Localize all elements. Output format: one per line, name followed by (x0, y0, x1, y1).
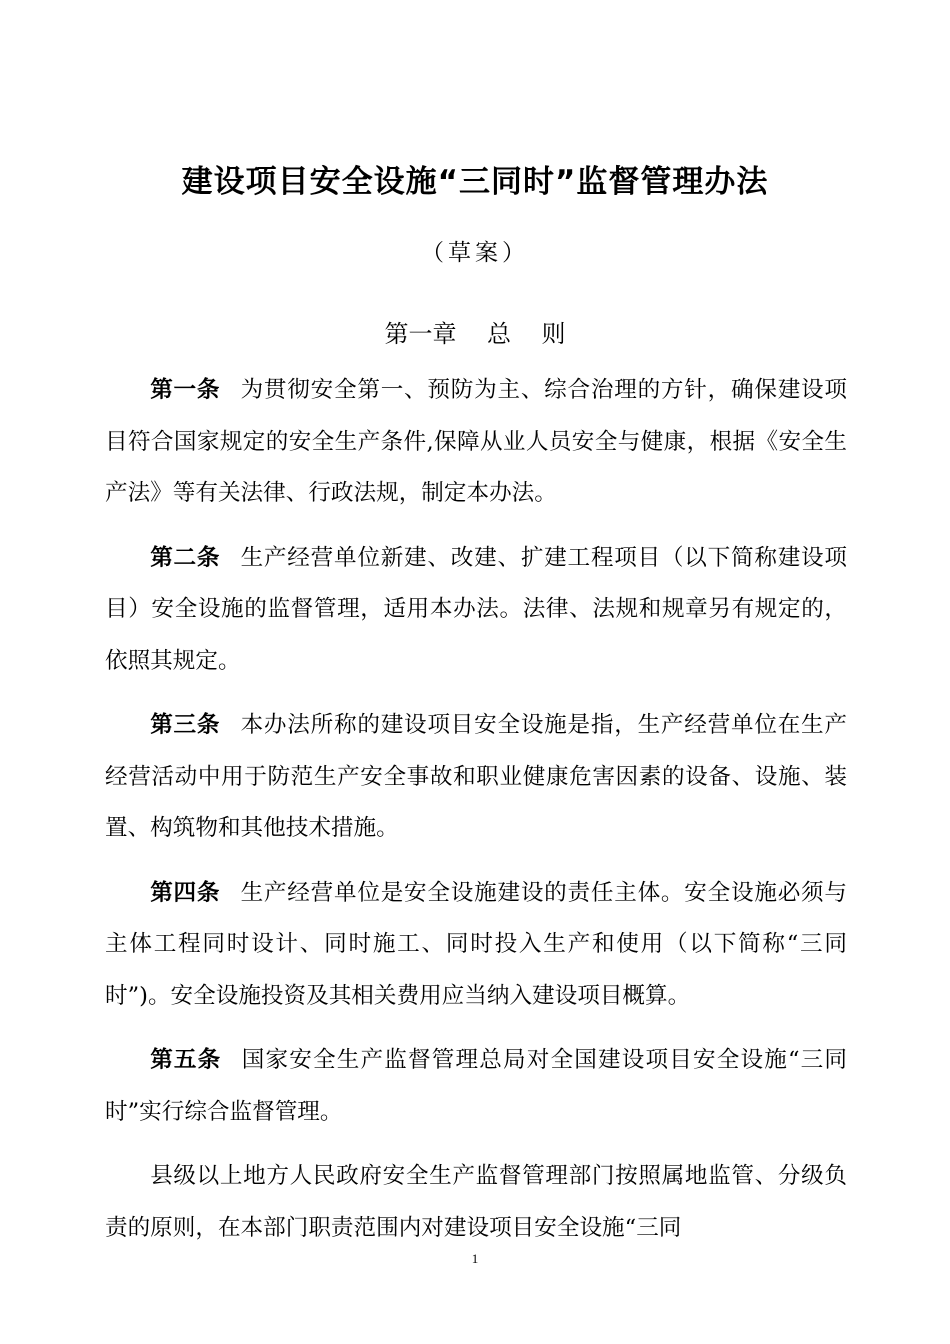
article-text: 生产经营单位新建、改建、扩建工程项目（以下简称建设项目）安全设施的监督管理，适用本办法。法律、法规和规章另有规定的，依照其规定。 (105, 544, 848, 674)
article-3 (105, 700, 847, 855)
page-number: 1 (471, 1251, 479, 1266)
article-5 (105, 1035, 847, 1138)
chapter-heading: 第一章 总 则 (384, 320, 566, 348)
article-number: 第三条 (150, 712, 221, 738)
article-2 (105, 533, 847, 688)
document-title: 建设项目安全设施“三同时”监督管理办法 (181, 164, 769, 200)
article-number: 第二条 (150, 544, 221, 571)
article-text: 本办法所称的建设项目安全设施是指，生产经营单位在生产经营活动中用于防范生产安全事故和职业健康危害因素的设备、设施、装置、构筑物和其他技术措施。 (105, 712, 848, 841)
document-body (105, 365, 847, 1267)
document-subtitle: （草案） (421, 240, 529, 266)
article-number: 第四条 (150, 879, 221, 906)
article-number: 第一条 (150, 377, 221, 403)
article-number: 第五条 (150, 1047, 222, 1073)
article-text: 生产经营单位是安全设施建设的责任主体。安全设施必须与主体工程同时设计、同时施工、同时投入生产和使用（以下简称“三同时”)。安全设施投资及其相关费用应当纳入建设项目概算。 (105, 879, 848, 1009)
article-1 (105, 365, 847, 520)
article-4 (105, 868, 847, 1023)
continuation-paragraph: 县级以上地方人民政府安全生产监督管理部门按照属地监管、分级负责的原则，在本部门职责范围内对建设项目安全设施“三同 (105, 1163, 847, 1241)
article-text: 国家安全生产监督管理总局对全国建设项目安全设施“三同时”实行综合监督管理。 (105, 1047, 847, 1125)
article-text: 为贯彻安全第一、预防为主、综合治理的方针，确保建设项目符合国家规定的安全生产条件,保障从业人员安全与健康，根据《安全生产法》等有关法律、行政法规，制定本办法。 (105, 377, 848, 506)
